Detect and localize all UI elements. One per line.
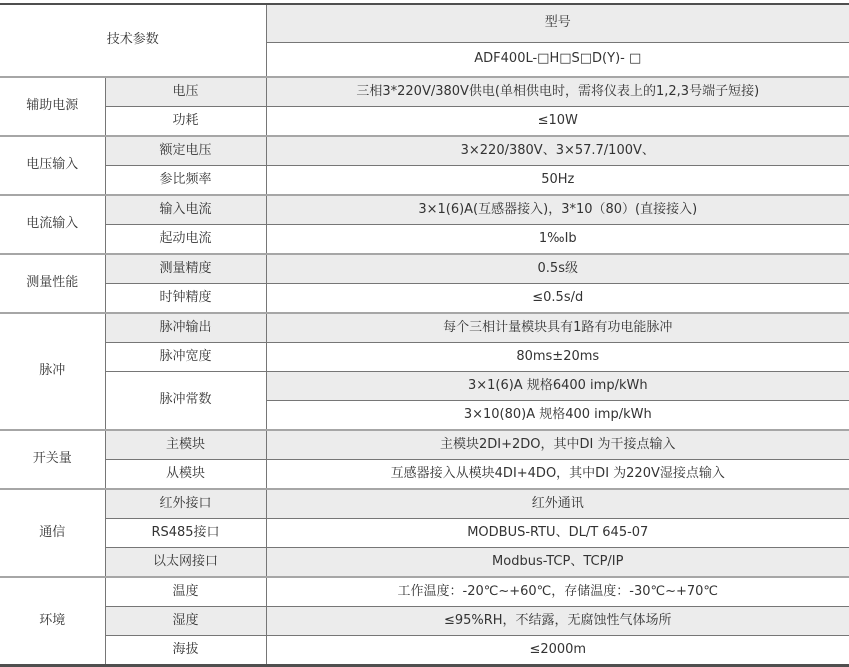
param-cell: 电压 <box>105 77 266 107</box>
param-cell: 湿度 <box>105 607 266 636</box>
param-cell: 脉冲宽度 <box>105 343 266 372</box>
category-cell: 开关量 <box>0 430 105 489</box>
param-cell: 温度 <box>105 577 266 607</box>
spec-table <box>0 3 849 667</box>
value-cell: ≤10W <box>266 107 849 137</box>
value-cell: 3×1(6)A 规格6400 imp/kWh <box>266 372 849 401</box>
param-cell: 功耗 <box>105 107 266 137</box>
category-cell: 电压输入 <box>0 136 105 195</box>
param-cell: 红外接口 <box>105 489 266 519</box>
param-cell: 时钟精度 <box>105 284 266 314</box>
value-cell: ≤95%RH，不结露，无腐蚀性气体场所 <box>266 607 849 636</box>
param-cell: 海拔 <box>105 636 266 666</box>
value-cell: ≤0.5s/d <box>266 284 849 314</box>
value-cell: MODBUS-RTU、DL/T 645-07 <box>266 519 849 548</box>
value-cell: 互感器接入从模块4DI+4DO，其中DI 为220V湿接点输入 <box>266 460 849 490</box>
value-cell: 主模块2DI+2DO，其中DI 为干接点输入 <box>266 430 849 460</box>
param-cell: 输入电流 <box>105 195 266 225</box>
value-cell: 3×220/380V、3×57.7/100V、 <box>266 136 849 166</box>
param-cell: 测量精度 <box>105 254 266 284</box>
model-value-cell: ADF400L-□H□S□D(Y)- □ <box>266 43 849 78</box>
value-cell: 工作温度：-20℃~+60℃，存储温度：-30℃~+70℃ <box>266 577 849 607</box>
param-cell: 脉冲常数 <box>105 372 266 431</box>
tech-params-header-cell: 技术参数 <box>0 4 266 77</box>
value-cell: 每个三相计量模块具有1路有功电能脉冲 <box>266 313 849 343</box>
value-cell: 红外通讯 <box>266 489 849 519</box>
category-cell: 环境 <box>0 577 105 666</box>
model-header-cell: 型号 <box>266 4 849 43</box>
value-cell: ≤2000m <box>266 636 849 666</box>
category-cell: 通信 <box>0 489 105 577</box>
value-cell: 3×1(6)A(互感器接入)，3*10（80）(直接接入) <box>266 195 849 225</box>
value-cell: 0.5s级 <box>266 254 849 284</box>
param-cell: 从模块 <box>105 460 266 490</box>
param-cell: 脉冲输出 <box>105 313 266 343</box>
category-cell: 测量性能 <box>0 254 105 313</box>
category-cell: 电流输入 <box>0 195 105 254</box>
category-cell: 辅助电源 <box>0 77 105 136</box>
param-cell: RS485接口 <box>105 519 266 548</box>
value-cell: 80ms±20ms <box>266 343 849 372</box>
value-cell: Modbus-TCP、TCP/IP <box>266 548 849 578</box>
param-cell: 起动电流 <box>105 225 266 255</box>
value-cell: 3×10(80)A 规格400 imp/kWh <box>266 401 849 431</box>
value-cell: 1‰Ib <box>266 225 849 255</box>
value-cell: 三相3*220V/380V供电(单相供电时，需将仪表上的1,2,3号端子短接) <box>266 77 849 107</box>
param-cell: 参比频率 <box>105 166 266 196</box>
value-cell: 50Hz <box>266 166 849 196</box>
param-cell: 额定电压 <box>105 136 266 166</box>
category-cell: 脉冲 <box>0 313 105 430</box>
param-cell: 主模块 <box>105 430 266 460</box>
param-cell: 以太网接口 <box>105 548 266 578</box>
